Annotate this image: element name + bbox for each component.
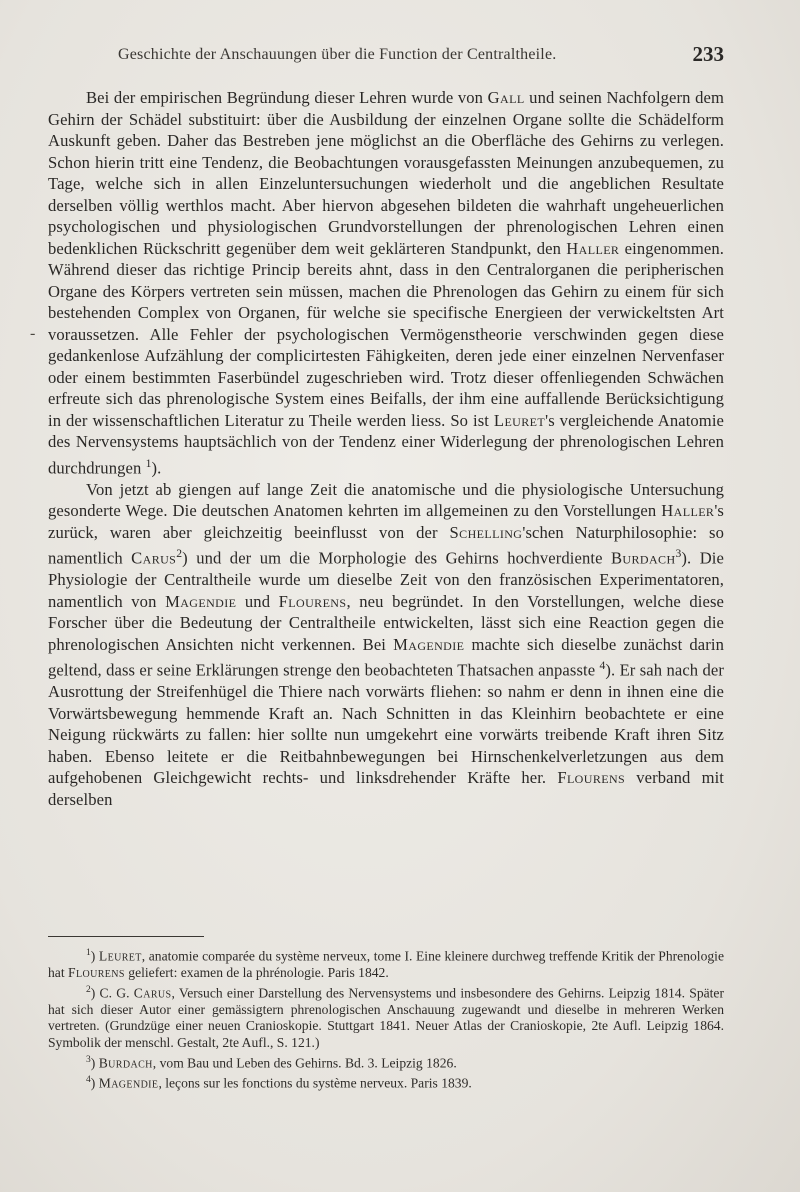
paragraph: Von jetzt ab giengen auf lange Zeit die anatomische und die physiologische Untersuchung gesonderte Wege. Die deutschen Anatomen kehrten im allgemeinen zu den Vorstellungen Haller's zurück, waren aber gleichzeitig beeinflusst von der Schelling'schen Naturphilosophie: so namentlich Carus$^2$) und der um die Morphologie des Gehirns hochverdiente Burdach$^3$). Die Physiologie der Centraltheile wurde um dieselbe Zeit von den französischen Experimentatoren, namentlich von Magendie und Flourens, neu begründet. In den Vorstellungen, welche diese Forscher über die Bedeutung der Centraltheile entwickelten, lässt sich eine Reaction gegen die phrenologischen Ansichten nicht verkennen. Bei Magendie machte sich dieselbe zunächst darin geltend, dass er seine Erklärungen strenge den beobachteten Thatsachen anpasste $^4$). Er sah nach der Ausrottung der Streifenhügel die Thiere nach vorwärts fliehen: so nahm er denn in ihnen eine die Vorwärtsbewegung hemmende Kraft an. Nach Schnitten in das Kleinhirn beobachtete er eine Neigung rückwärts zu fallen: hier sollte nun umgekehrt eine vorwärts treibende Kraft ihren Sitz haben. Ebenso leitete er die Reitbahnbewegungen bei Hirnschenkelverletzungen aus dem aufgehobenen Gleichgewicht rechts- und linksdrehender Kräfte her. Flourens verband mit derselben: [48, 479, 725, 809]
small-caps-name: Carus: [133, 985, 172, 1001]
footnote-ref: 1: [145, 456, 152, 470]
footnote: $^4$) Magendie, leçons sur les fonctions du système nerveux. Paris 1839.: [86, 1074, 472, 1091]
footnotes: [48, 945, 724, 1092]
small-caps-name: Schelling: [449, 522, 523, 542]
footnote: $^2$) C. G. Carus, Versuch einer Darstellung des Nervensystems und insbesondere des Gehirns. Leipzig 1814. Später hat sich dieser Autor einer gemässigtern phrenologischen Anschauung zugewandt und dieselbe in mehreren Werken vertreten. (Grundzüge einer neuen Cranioskopie. Stuttgart 1841. Neuer Atlas der Cranioskopie, 2te Aufl. Leipzig 1864. Symbolik der menschl. Gestalt, 2te Aufl., S. 121.): [48, 984, 724, 1051]
small-caps-name: Carus: [131, 548, 177, 568]
small-caps-name: Burdach: [98, 1055, 153, 1071]
footnote-ref: 4: [86, 1074, 91, 1085]
small-caps-name: Flourens: [278, 591, 347, 611]
footnote-rule: [48, 936, 204, 937]
footnote: $^1$) Leuret, anatomie comparée du système nerveux, tome I. Eine kleinere durchweg treffende Kritik der Phrenologie hat Flourens geliefert: examen de la phrénologie. Paris 1842.: [48, 948, 724, 981]
footnote-ref: 3: [675, 547, 682, 561]
small-caps-name: Leuret: [493, 410, 546, 430]
footnote-ref: 2: [176, 547, 183, 561]
running-head: Geschichte der Anschauungen über die Function der Centraltheile.: [118, 46, 557, 63]
footnote-ref: 1: [86, 948, 91, 958]
small-caps-name: Magendie: [165, 591, 237, 611]
page-number: 233: [692, 42, 724, 66]
footnote: $^3$) Burdach, vom Bau und Leben des Gehirns. Bd. 3. Leipzig 1826.: [86, 1054, 457, 1071]
small-caps-name: Burdach: [610, 548, 676, 568]
footnote-ref: 4: [599, 659, 606, 673]
small-caps-name: Magendie: [393, 634, 465, 654]
small-caps-name: Gall: [487, 88, 525, 107]
small-caps-name: Haller: [661, 501, 715, 521]
small-caps-name: Leuret: [98, 948, 142, 964]
page-header: [48, 40, 724, 70]
margin-mark: -: [30, 325, 36, 342]
paragraph: Bei der empirischen Begründung dieser Lehren wurde von Gall und seinen Nachfolgern dem Gehirn der Schädel substituirt: über die Ausbildung der einzelnen Organe sollte die Schädelform Auskunft geben. Daher das Bestreben jene möglichst an die Oberfläche des Gehirns zu verlegen. Schon hierin tritt eine Tendenz, die Beobachtungen vorausgefassten Meinungen anzubequemen, zu Tage, welche sich in allen Einzeluntersuchungen wiederholt und die angeblichen Resultate derselben völlig werthlos macht. Aber hiervon abgesehen bildeten die wahrhaft ungeheuerlichen psychologischen und physiologischen Grundvorstellungen der phrenologischen Lehren einen bedenklichen Rückschritt gegenüber dem weit geklärteren Standpunkt, den Haller eingenommen. Während dieser das richtige Princip bereits ahnt, dass in den Centralorganen die peripherischen Organe des Körpers vertreten sein müssen, machen die Phrenologen das Gehirn zu einem für sich bestehenden Complex von Organen, für welche sie specifische Energieen der verwickeltsten Art voraussetzen. Alle Fehler der psychologischen Vermögenstheorie verschwinden gegen diese gedankenlose Aufzählung der complicirtesten Fähigkeiten, deren jede einer einzelnen Nervenfaser oder einem bestimmten Faserbündel zugeschrieben wird. Trotz dieser offenliegenden Schwächen erfreute sich das phrenologische System eines Beifalls, der ihm eine auffallende Berücksichtigung in der wissenschaftlichen Literatur zu Theile werden liess. So ist Leuret's vergleichende Anatomie des Nervensystems hauptsächlich von der Tendenz einer Widerlegung der phrenologischen Lehren durchdrungen $^1$).: [48, 88, 724, 478]
small-caps-name: Magendie: [98, 1075, 159, 1091]
footnote-ref: 3: [86, 1054, 91, 1065]
footnote-ref: 2: [86, 984, 91, 995]
main-text: [48, 87, 724, 810]
small-caps-name: Flourens: [557, 768, 626, 788]
small-caps-name: Haller: [566, 238, 620, 258]
small-caps-name: Flourens: [68, 965, 125, 981]
